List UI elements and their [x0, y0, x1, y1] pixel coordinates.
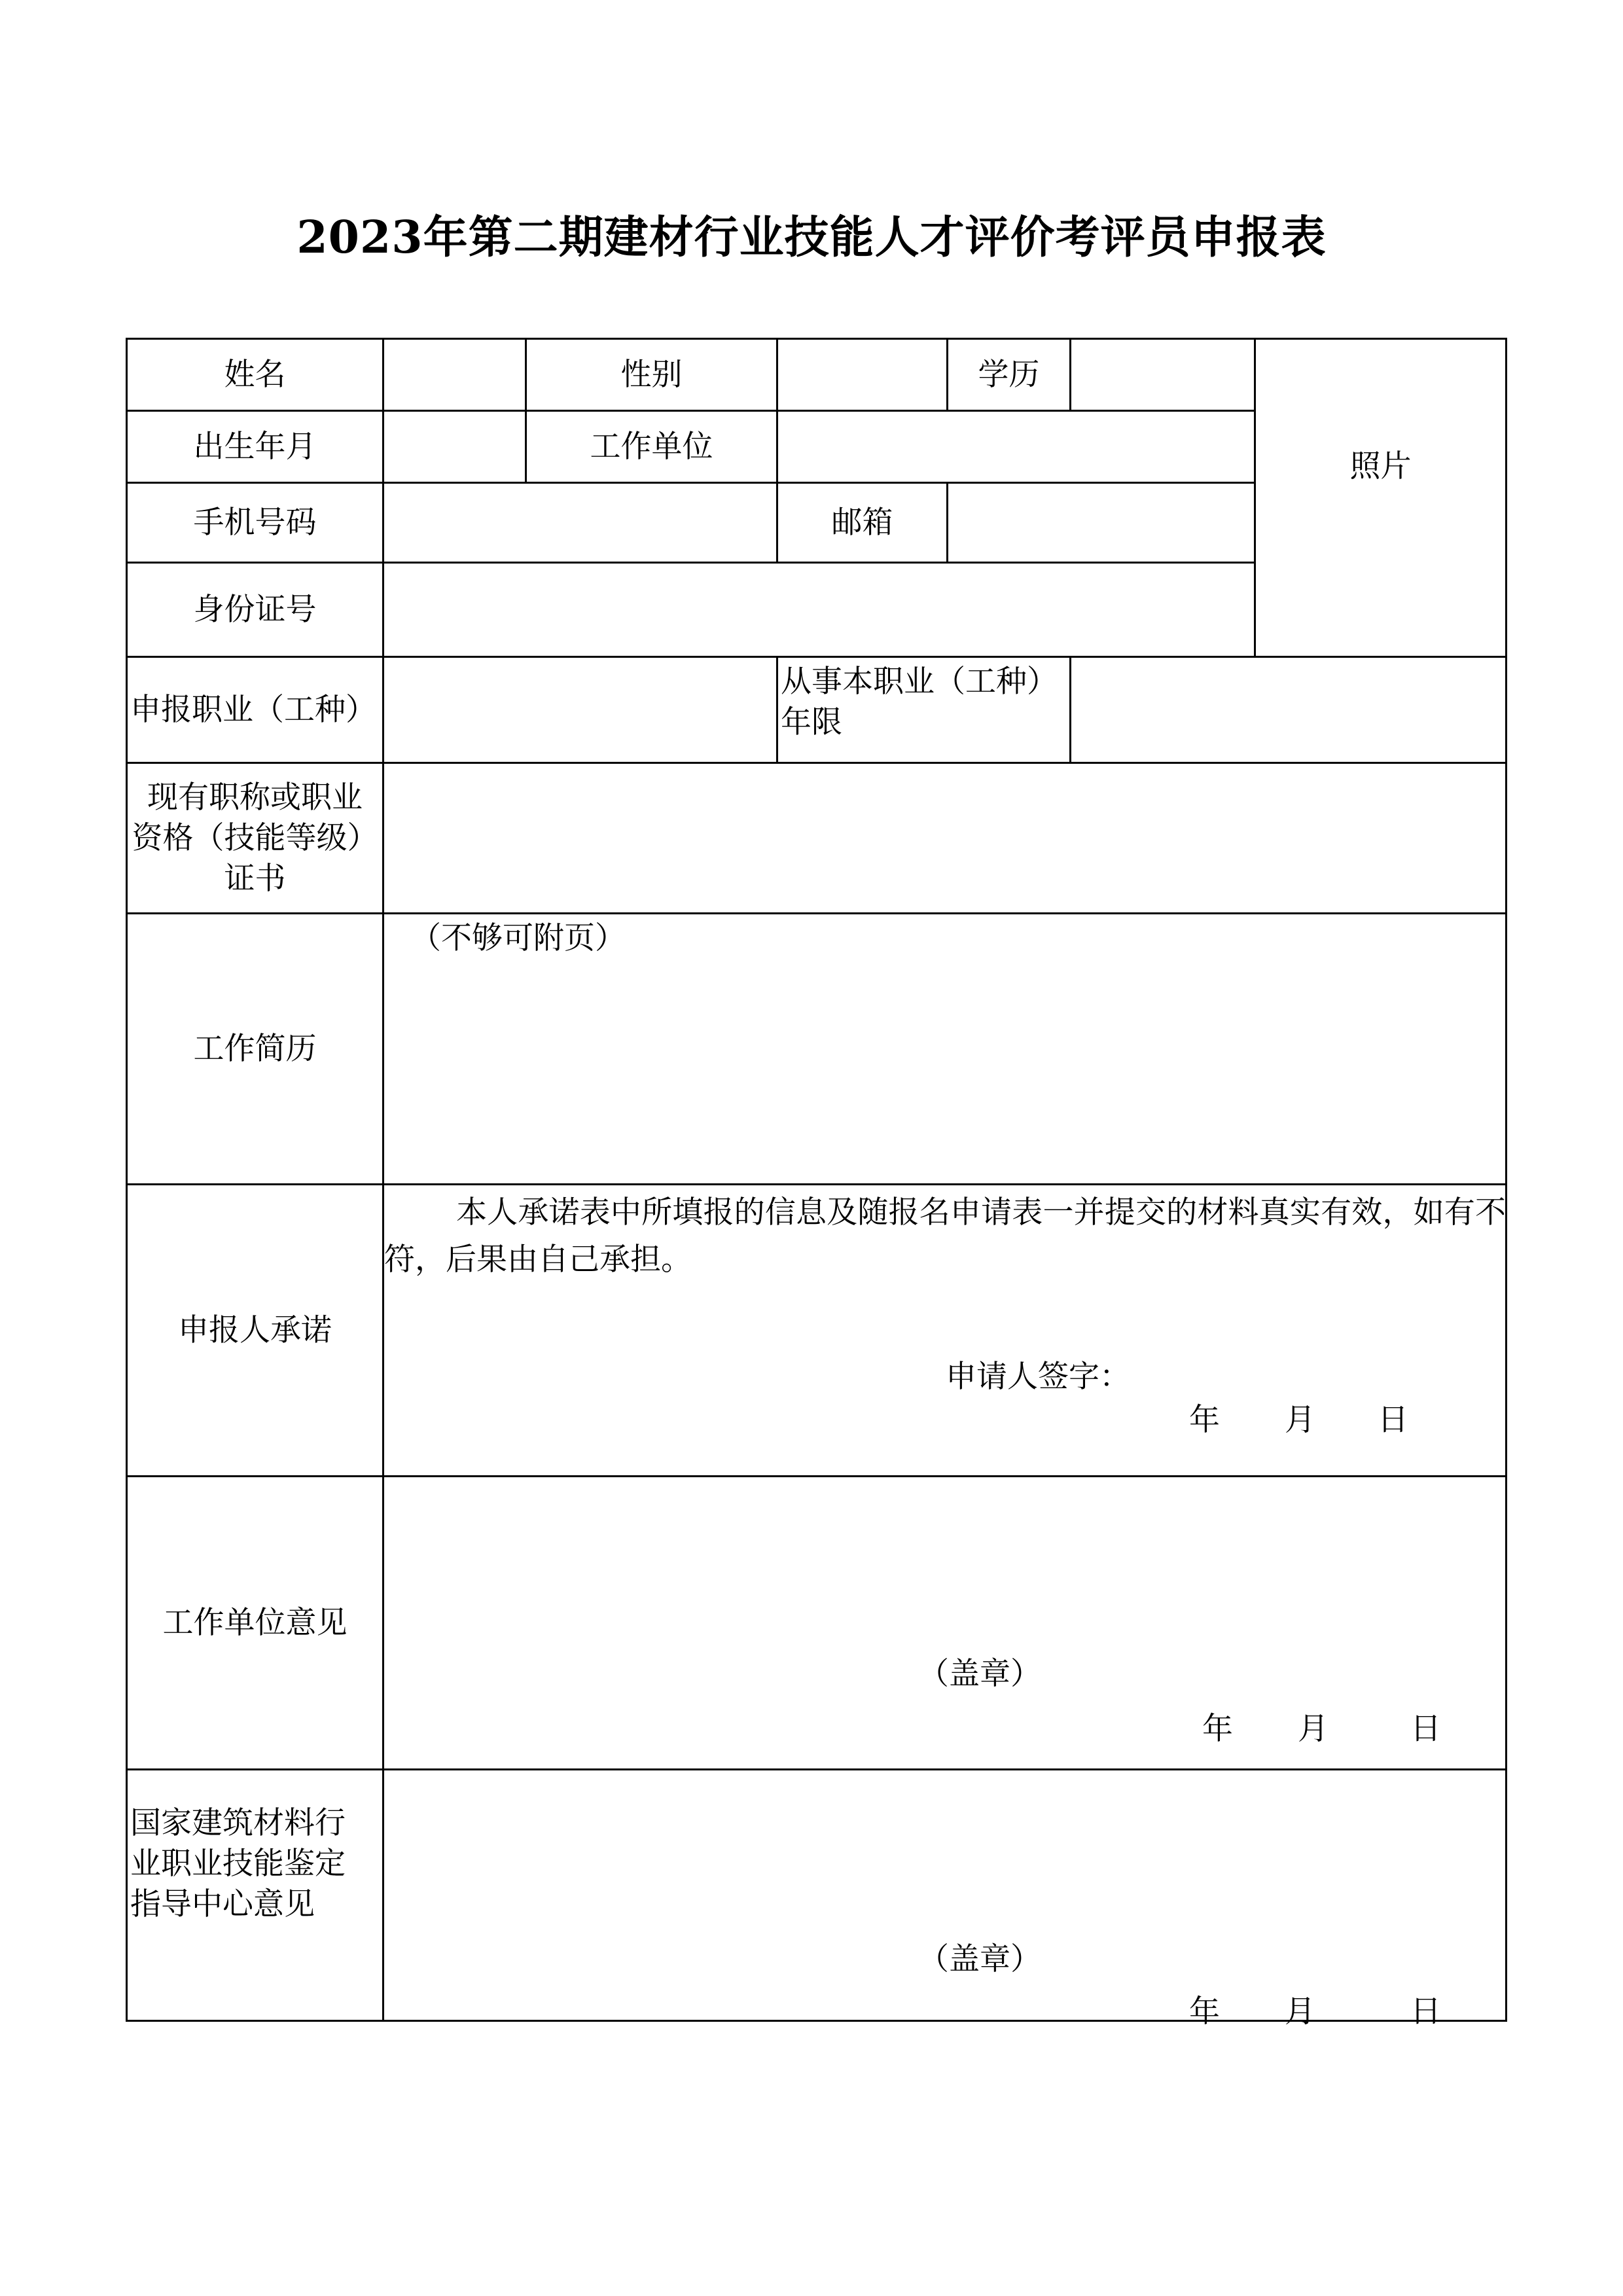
pledge-text: 本人承诺表中所填报的信息及随报名申请表一并提交的材料真实有效，如有不符，后果由自己承担。 — [384, 1194, 1506, 1278]
photo-cell[interactable] — [1255, 339, 1507, 657]
email-label: 邮箱 — [777, 483, 948, 563]
resume-note: （不够可附页） — [410, 920, 626, 956]
resume-field[interactable] — [383, 914, 1507, 1185]
employer-label: 工作单位 — [526, 411, 777, 483]
pledge-date-year: 年 — [1189, 1402, 1220, 1438]
pledge-field[interactable] — [383, 1185, 1507, 1477]
years-label — [777, 657, 1071, 763]
id-number-field[interactable] — [383, 563, 1255, 657]
gender-label: 性别 — [526, 339, 777, 411]
employer-date-month: 月 — [1298, 1711, 1329, 1747]
center-date-year: 年 — [1189, 1994, 1220, 2030]
education-label: 学历 — [948, 339, 1071, 411]
years-label-line2: 年限 — [781, 704, 842, 740]
certificate-label-line1: 现有职称或职业 — [147, 779, 363, 816]
years-label-line1: 从事本职业（工种） — [781, 664, 1058, 700]
employer-date-day: 日 — [1410, 1711, 1441, 1747]
photo-label: 照片 — [1349, 448, 1412, 484]
pledge-label: 申报人承诺 — [127, 1185, 383, 1477]
center-date-month: 月 — [1285, 1994, 1315, 2030]
employer-opinion-field[interactable] — [383, 1477, 1507, 1770]
certificate-label-line3: 证书 — [224, 860, 286, 897]
center-opinion-label-line2: 业职业技能鉴定 — [130, 1846, 346, 1882]
center-opinion-field[interactable] — [383, 1770, 1507, 2030]
birth-label: 出生年月 — [127, 411, 383, 483]
resume-label: 工作简历 — [127, 914, 383, 1185]
birth-field[interactable] — [383, 411, 526, 483]
occupation-field[interactable] — [383, 657, 777, 763]
employer-field[interactable] — [777, 411, 1255, 483]
center-opinion-label-line3: 指导中心意见 — [130, 1886, 315, 1922]
education-field[interactable] — [1071, 339, 1255, 411]
years-field[interactable] — [1071, 657, 1507, 763]
name-label: 姓名 — [127, 339, 383, 411]
employer-date-year: 年 — [1202, 1711, 1233, 1747]
id-number-label: 身份证号 — [127, 563, 383, 657]
phone-field[interactable] — [383, 483, 777, 563]
center-opinion-label — [127, 1770, 383, 2021]
employer-seal: （盖章） — [918, 1656, 1041, 1692]
page-title: 2023年第二期建材行业技能人才评价考评员申报表 — [296, 211, 1327, 264]
certificate-field[interactable] — [383, 763, 1507, 914]
occupation-label: 申报职业（工种） — [127, 657, 383, 763]
application-form-table — [126, 338, 1507, 2030]
certificate-label-line2: 资格（技能等级） — [132, 819, 378, 856]
certificate-label — [127, 763, 383, 914]
email-field[interactable] — [948, 483, 1255, 563]
center-seal: （盖章） — [918, 1941, 1041, 1977]
name-field[interactable] — [383, 339, 526, 411]
pledge-date-day: 日 — [1378, 1402, 1408, 1438]
signature-label: 申请人签字： — [946, 1359, 1130, 1395]
pledge-date-month: 月 — [1285, 1402, 1315, 1438]
center-date-day: 日 — [1410, 1994, 1441, 2030]
center-opinion-label-line1: 国家建筑材料行 — [130, 1805, 346, 1841]
employer-opinion-label: 工作单位意见 — [127, 1477, 383, 1770]
phone-label: 手机号码 — [127, 483, 383, 563]
gender-field[interactable] — [777, 339, 948, 411]
